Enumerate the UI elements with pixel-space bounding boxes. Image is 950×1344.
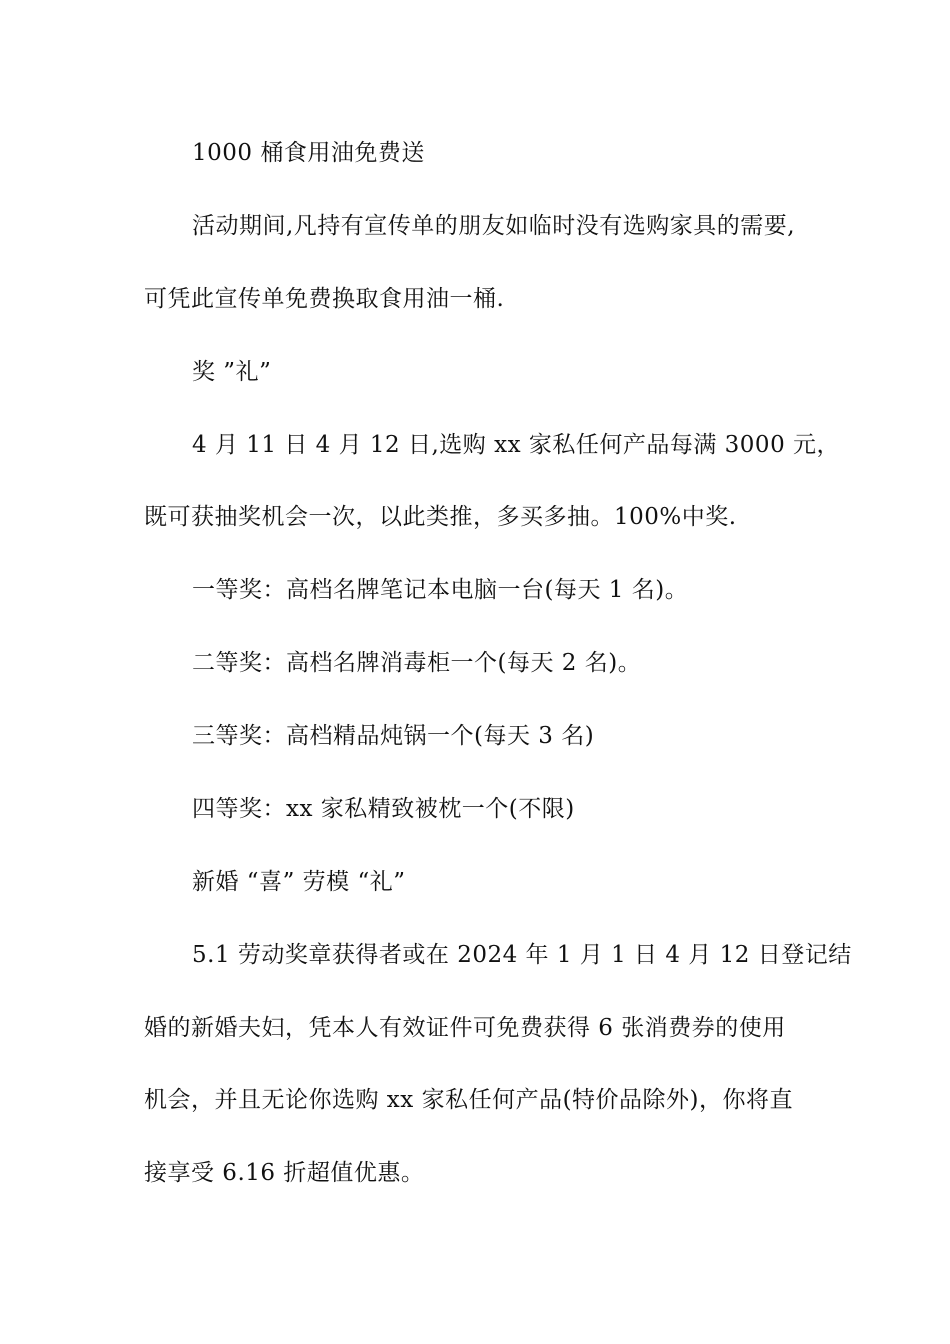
heading-wedding-labor: 新婚 “喜” 劳模 “礼” <box>192 869 406 895</box>
prize-first: 一等奖：高档名牌笔记本电脑一台(每天 1 名)。 <box>192 577 689 603</box>
paragraph-line: 既可获抽奖机会一次，以此类推，多买多抽。100%中奖. <box>144 504 737 530</box>
paragraph-line: 机会，并且无论你选购 xx 家私任何产品(特价品除外)，你将直 <box>144 1087 794 1113</box>
paragraph-line: 婚的新婚夫妇，凭本人有效证件可免费获得 6 张消费券的使用 <box>144 1015 786 1041</box>
paragraph-line: 5.1 劳动奖章获得者或在 2024 年 1 月 1 日 4 月 12 日登记结 <box>192 942 852 968</box>
prize-fourth: 四等奖：xx 家私精致被枕一个(不限) <box>192 796 575 822</box>
prize-second: 二等奖：高档名牌消毒柜一个(每天 2 名)。 <box>192 650 642 676</box>
heading-free-oil: 1000 桶食用油免费送 <box>192 140 425 166</box>
paragraph-line: 活动期间,凡持有宣传单的朋友如临时没有选购家具的需要, <box>192 213 796 239</box>
prize-third: 三等奖：高档精品炖锅一个(每天 3 名) <box>192 723 595 749</box>
paragraph-line: 接享受 6.16 折超值优惠。 <box>144 1160 425 1186</box>
paragraph-line: 可凭此宣传单免费换取食用油一桶. <box>144 286 505 312</box>
heading-prize: 奖 ”礼” <box>192 359 272 385</box>
paragraph-line: 4 月 11 日 4 月 12 日,选购 xx 家私任何产品每满 3000 元， <box>192 432 841 458</box>
